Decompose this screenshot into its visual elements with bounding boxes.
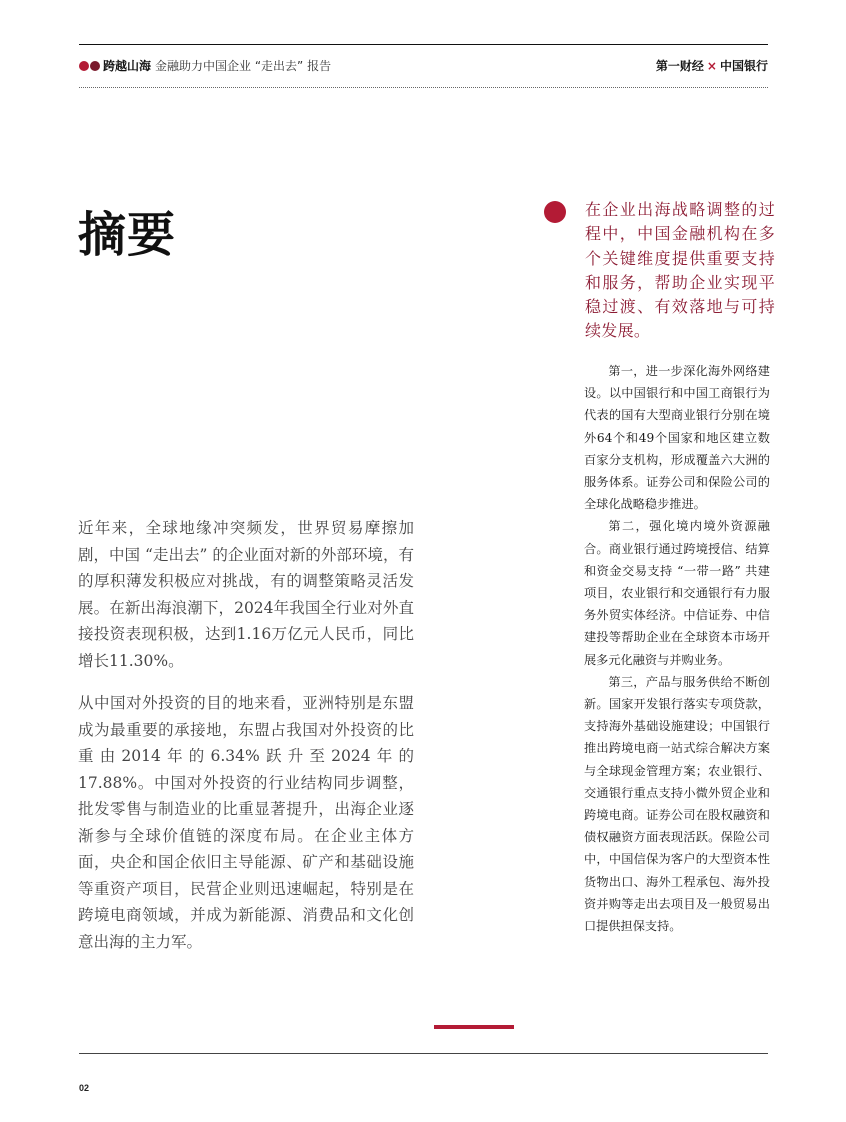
page-title: 摘要 (78, 207, 177, 263)
red-dot-icon (79, 61, 89, 71)
page-header (79, 57, 768, 77)
report-title (79, 57, 331, 74)
pull-quote: 在企业出海战略调整的过程中，中国金融机构在多个关键维度提供重要支持和服务，帮助企业实现平稳过渡、有效落地与可持续发展。 (585, 200, 775, 341)
dotted-divider (79, 87, 768, 88)
right-paragraph: 第二，强化境内境外资源融合。商业银行通过跨境授信、结算和资金交易支持 “一带一路” 共建项目，农业银行和交通银行有力服务外贸实体经济。中信证券、中信建投等帮助企业在全球资本市场开展多元化融资与并购业务。 (584, 519, 770, 667)
bottom-rule (79, 1053, 768, 1054)
report-subtitle: 金融助力中国企业 “走出去” 报告 (155, 59, 332, 73)
left-paragraph: 近年来，全球地缘冲突频发，世界贸易摩擦加剧，中国 “走出去” 的企业面对新的外部环境，有的厚积薄发积极应对挑战，有的调整策略灵活发展。在新出海浪潮下，2024年我国全行业对外直接投资表现积极，达到1.16万亿元人民币，同比增长11.30%。 (78, 519, 414, 670)
right-paragraph: 第一，进一步深化海外网络建设。以中国银行和中国工商银行为代表的国有大型商业银行分别在境外64个和49个国家和地区建立数百家分支机构，形成覆盖六大洲的服务体系。证券公司和保险公司的全球化战略稳步推进。 (584, 364, 770, 512)
left-column (78, 515, 414, 971)
partner-left: 第一财经 (655, 59, 704, 73)
right-paragraph: 第三，产品与服务供给不断创新。国家开发银行落实专项贷款，支持海外基础设施建设；中国银行推出跨境电商一站式综合解决方案与全球现金管理方案；农业银行、交通银行重点支持小微外贸企业和跨境电商。证券公司在股权融资和债权融资方面表现活跃。保险公司中，中国信保为客户的大型资本性货物出口、海外工程承包、海外投资并购等走出去项目及一般贸易出口提供担保支持。 (584, 674, 770, 934)
right-column (584, 360, 770, 937)
page-number: 02 (79, 1083, 90, 1093)
accent-bar (434, 1025, 514, 1029)
partners (656, 57, 768, 74)
partner-right: 中国银行 (719, 59, 768, 73)
cross-icon: × (706, 59, 717, 73)
dark-red-dot-icon (90, 61, 100, 71)
left-paragraph: 从中国对外投资的目的地来看，亚洲特别是东盟成为最重要的承接地，东盟占我国对外投资的比重由2014年的6.34%跃升至2024年的17.88%。中国对外投资的行业结构同步调整，批发零售与制造业的比重显著提升，出海企业逐渐参与全球价值链的深度布局。在企业主体方面，央企和国企依旧主导能源、矿产和基础设施等重资产项目，民营企业则迅速崛起，特别是在跨境电商领域，并成为新能源、消费品和文化创意出海的主力军。 (78, 694, 414, 951)
bullet-circle-icon (544, 201, 566, 223)
top-rule (79, 44, 768, 45)
series-name: 跨越山海 (103, 59, 152, 73)
